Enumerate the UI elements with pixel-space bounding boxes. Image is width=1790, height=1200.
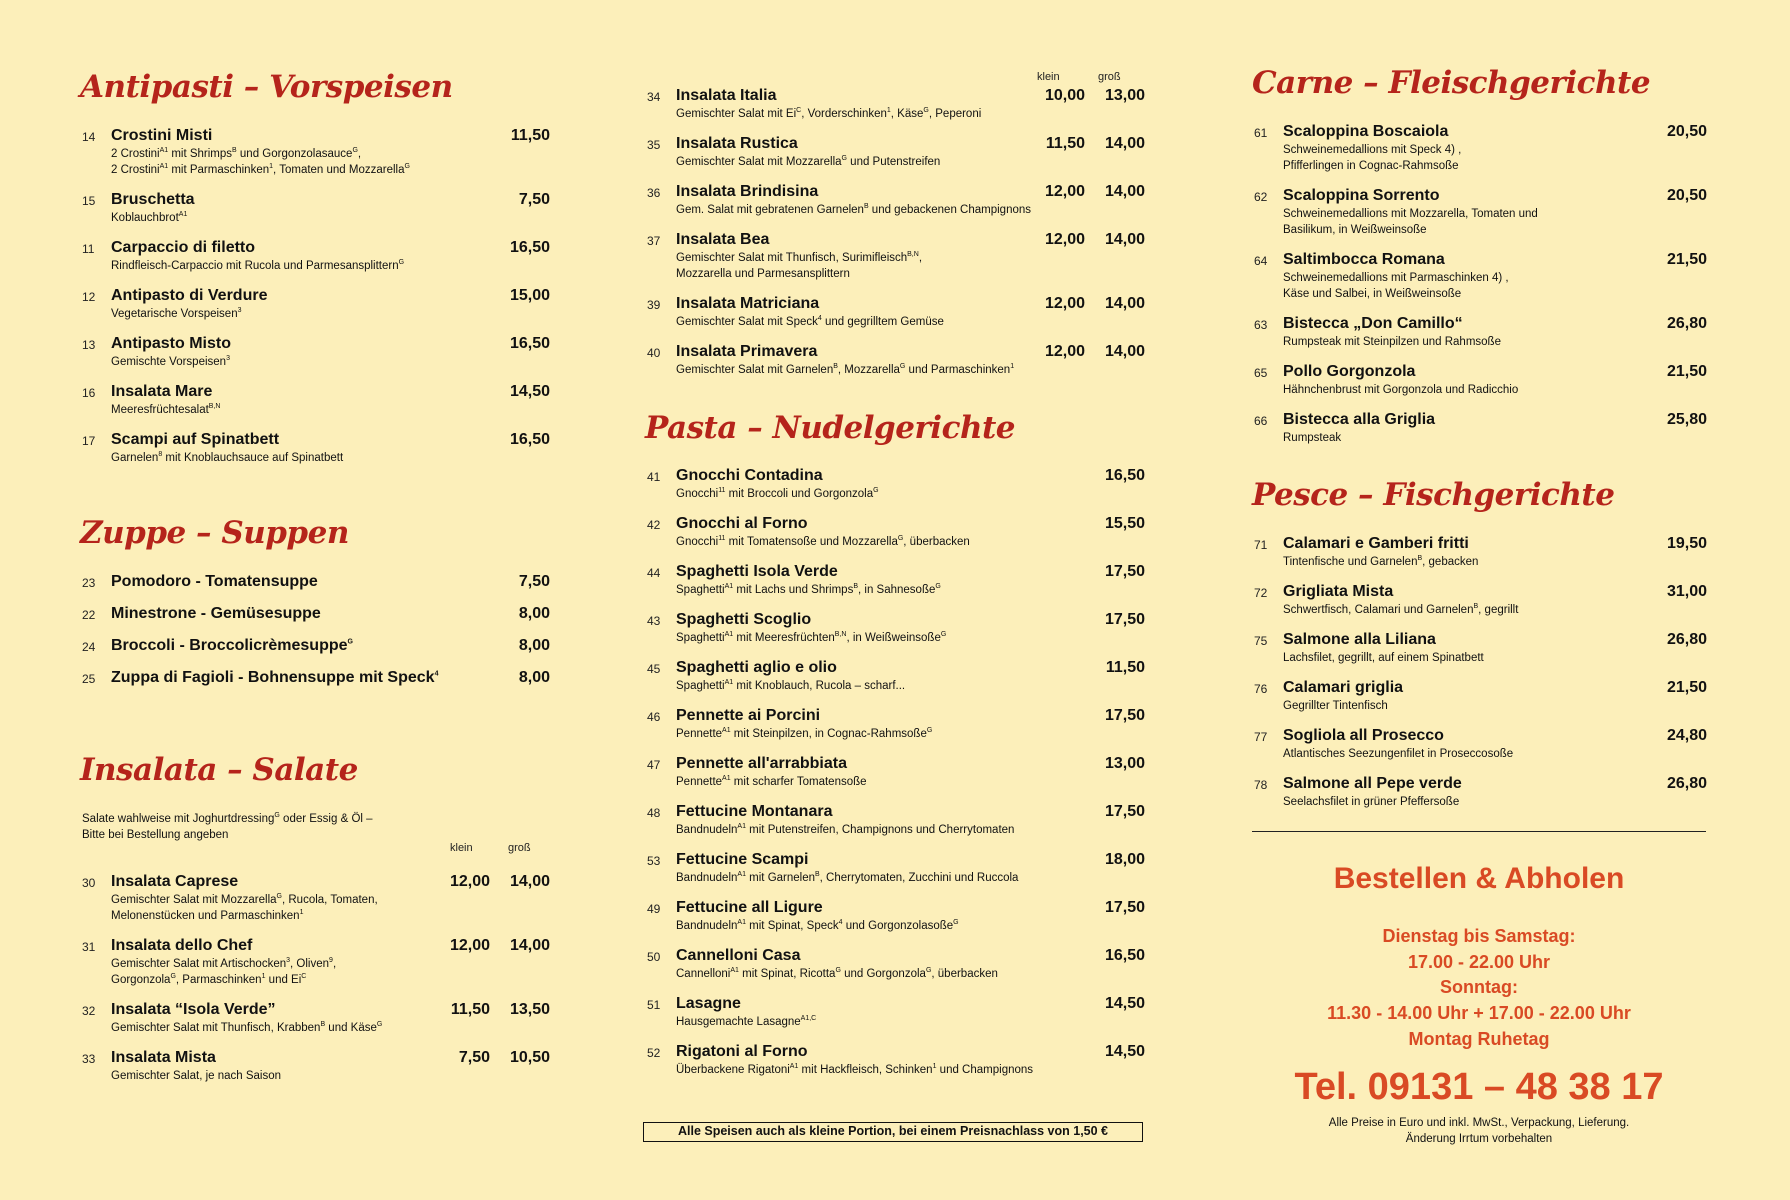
section-title-zuppe: Zuppe – Suppen <box>80 515 349 551</box>
order-title: Bestellen & Abholen <box>1333 862 1625 895</box>
item-description: Gemischter Salat mit Mozzarella$^G$ und Putenstreifen <box>676 155 941 168</box>
item-name: Scaloppina Sorrento <box>1283 187 1440 204</box>
item-name: Insalata Mista <box>111 1049 216 1066</box>
item-name: Salmone all Pepe verde <box>1283 775 1462 792</box>
item-price: 7,50 <box>518 573 550 590</box>
item-description: Koblauchbrot$^{A1}$ <box>111 211 188 224</box>
item-description: Hähnchenbrust mit Gorgonzola und Radicchio <box>1283 384 1519 396</box>
item-number: 65 <box>1254 366 1268 380</box>
item-number: 66 <box>1254 414 1268 428</box>
item-price: 11,50 <box>1105 659 1145 676</box>
item-number: 24 <box>82 640 96 654</box>
item-price-small: 12,00 <box>449 937 490 954</box>
item-name: Spaghetti Isola Verde <box>676 563 838 580</box>
item-number: 35 <box>647 138 661 152</box>
item-number: 78 <box>1254 778 1268 792</box>
section-title-antipasti: Antipasti – Vorspeisen <box>80 69 453 105</box>
item-name: Fettucine Montanara <box>676 803 833 820</box>
item-price: 20,50 <box>1666 187 1707 204</box>
item-description: Gem. Salat mit gebratenen Garnelen$^B$ und gebackenen Champignons <box>676 203 1032 216</box>
item-price: 20,50 <box>1666 123 1707 140</box>
item-number: 47 <box>647 758 661 772</box>
item-price: 21,50 <box>1666 363 1707 380</box>
item-description: Spaghetti$^{A1}$ mit Meeresfrüchten$^{B,N}$, in Weißweinsoße$^G$ <box>676 631 947 644</box>
item-price: 15,50 <box>1104 515 1145 532</box>
item-price-large: 14,00 <box>1104 135 1145 152</box>
item-name: Insalata Mare <box>111 383 213 400</box>
item-name: Gnocchi Contadina <box>676 467 823 484</box>
item-price-small: 11,50 <box>450 1001 490 1018</box>
item-name: Bistecca alla Griglia <box>1283 411 1436 428</box>
item-price-large: 14,00 <box>1104 231 1145 248</box>
item-number: 30 <box>82 876 96 890</box>
item-price: 25,80 <box>1666 411 1707 428</box>
item-number: 64 <box>1254 254 1268 268</box>
item-name: Insalata “Isola Verde” <box>111 1001 276 1018</box>
item-number: 39 <box>647 298 661 312</box>
item-price-small: 12,00 <box>449 873 490 890</box>
item-description: Gemischter Salat, je nach Saison <box>111 1070 282 1082</box>
item-name: Pennette ai Porcini <box>676 707 821 724</box>
item-description: Gemischter Salat mit $Ei^C$, Vorderschinken$^1$, Käse$^G$, Peperoni <box>676 107 982 120</box>
item-name: Bruschetta <box>111 191 195 208</box>
item-price: 16,50 <box>509 335 550 352</box>
item-description: Garnelen$^8$ mit Knoblauchsauce auf Spinatbett <box>111 451 344 464</box>
item-number: 44 <box>647 566 661 580</box>
item-number: 62 <box>1254 190 1268 204</box>
item-number: 34 <box>647 90 661 104</box>
item-number: 13 <box>82 338 96 352</box>
item-number: 42 <box>647 518 661 532</box>
item-price-large: 14,00 <box>1104 295 1145 312</box>
item-name: Cannelloni Casa <box>676 947 801 964</box>
item-description: Rindfleisch-Carpaccio mit Rucola und Parmesansplittern$^G$ <box>111 259 405 272</box>
item-name: Carpaccio di filetto <box>111 239 256 256</box>
item-price-small: 12,00 <box>1044 183 1085 200</box>
section-title-pasta: Pasta – Nudelgerichte <box>645 410 1016 446</box>
section-title-carne: Carne – Fleischgerichte <box>1252 65 1651 101</box>
item-name: Scaloppina Boscaiola <box>1283 123 1449 140</box>
item-description: Atlantisches Seezungenfilet in Proseccosoße <box>1283 748 1514 760</box>
column-header-klein: klein <box>1037 71 1060 83</box>
item-name: Insalata Caprese <box>111 873 239 890</box>
item-description: Bandnudeln$^{A1}$ mit Putenstreifen, Champignons und Cherrytomaten <box>676 823 1015 836</box>
item-number: 45 <box>647 662 661 676</box>
item-price: 17,50 <box>1104 899 1145 916</box>
item-name: Bistecca „Don Camillo“ <box>1283 315 1463 332</box>
item-name: Fettucine Scampi <box>676 851 809 868</box>
item-price: 31,00 <box>1666 583 1707 600</box>
item-description: Pennette$^{A1}$ mit Steinpilzen, in Cognac-Rahmsoße$^G$ <box>676 727 933 740</box>
item-price: 14,50 <box>509 383 550 400</box>
item-description: Spaghetti$^{A1}$ mit Lachs und Shrimps$^B$, in Sahnesoße$^G$ <box>676 583 941 596</box>
item-number: 76 <box>1254 682 1268 696</box>
item-price: 8,00 <box>518 637 550 654</box>
item-price: 17,50 <box>1104 803 1145 820</box>
item-description: Gemischter Salat mit Thunfisch, Surimifleisch$^{B,N}$, Mozzarella und Parmesansplittern <box>676 251 923 280</box>
item-description: Pennette$^{A1}$ mit scharfer Tomatensoße <box>676 775 867 788</box>
item-number: 22 <box>82 608 96 622</box>
item-price: 13,00 <box>1104 755 1145 772</box>
item-name: Pennette all'arrabbiata <box>676 755 847 772</box>
item-number: 51 <box>647 998 661 1012</box>
item-name: Sogliola all Prosecco <box>1283 727 1444 744</box>
item-number: 71 <box>1254 538 1268 552</box>
item-name: Scampi auf Spinatbett <box>111 431 280 448</box>
item-number: 11 <box>82 242 95 256</box>
item-description: Gnocchi$^{11}$ mit Broccoli und Gorgonzola$^G$ <box>676 487 879 500</box>
item-price-small: 12,00 <box>1044 343 1085 360</box>
item-description: Schweinemedallions mit Mozzarella, Tomaten und Basilikum, in Weißweinsoße <box>1283 208 1538 236</box>
item-number: 72 <box>1254 586 1268 600</box>
item-number: 16 <box>82 386 96 400</box>
item-price: 15,00 <box>509 287 550 304</box>
item-name: Fettucine all Ligure <box>676 899 823 916</box>
opening-hours: 17.00 - 22.00 Uhr <box>1407 952 1551 972</box>
item-price: 11,50 <box>510 127 550 144</box>
item-price: 8,00 <box>518 669 550 686</box>
item-description: 2 Crostini$^{A1}$ mit Shrimps$^B$ und Gorgonzolasauce$^G$, 2 Crostini$^{A1}$ mit Parmaschinken$^1$, Tomaten und Mozzarella$^G$ <box>111 147 410 176</box>
item-name: Minestrone - Gemüsesuppe <box>111 605 321 622</box>
item-number: 12 <box>82 290 96 304</box>
item-price: 16,50 <box>509 431 550 448</box>
item-description: Gemischter Salat mit Speck$^4$ und gegrilltem Gemüse <box>676 315 944 328</box>
item-price-large: 14,00 <box>509 873 550 890</box>
item-description: Meeresfrüchtesalat$^{B,N}$ <box>111 403 221 416</box>
item-description: Schweinemedallions mit Speck 4) , Pfifferlingen in Cognac-Rahmsoße <box>1283 144 1462 172</box>
item-number: 43 <box>647 614 661 628</box>
item-price: 17,50 <box>1104 563 1145 580</box>
item-number: 63 <box>1254 318 1268 332</box>
item-number: 50 <box>647 950 661 964</box>
item-number: 48 <box>647 806 661 820</box>
column-header-gross: groß <box>508 842 531 854</box>
item-number: 33 <box>82 1052 96 1066</box>
item-description: Überbackene Rigatoni$^{A1}$ mit Hackfleisch, Schinken$^1$ und Champignons <box>676 1063 1034 1076</box>
item-name: Antipasto di Verdure <box>111 287 268 304</box>
item-number: 46 <box>647 710 661 724</box>
item-description: Schweinemedallions mit Parmaschinken 4) , Käse und Salbei, in Weißweinsoße <box>1283 272 1509 300</box>
item-price-small: 7,50 <box>458 1049 490 1066</box>
item-price: 17,50 <box>1104 707 1145 724</box>
item-name: Insalata Matriciana <box>676 295 820 312</box>
section-title-insalata: Insalata – Salate <box>80 752 358 788</box>
item-name: Insalata Italia <box>676 87 777 104</box>
item-description: Gemischter Salat mit Thunfisch, Krabben$^B$ und Käse$^G$ <box>111 1021 383 1034</box>
item-price: 7,50 <box>518 191 550 208</box>
price-note: Alle Preise in Euro und inkl. MwSt., Verpackung, Lieferung. <box>1328 1117 1630 1129</box>
item-description: Gemischter Salat mit Artischocken$^3$, Oliven$^9$, Gorgonzola$^G$, Parmaschinken$^1$ und $Ei^C$ <box>111 957 337 986</box>
item-number: 41 <box>647 470 661 484</box>
item-price: 26,80 <box>1666 315 1707 332</box>
item-description: Vegetarische Vorspeisen$^3$ <box>111 307 242 320</box>
item-price: 17,50 <box>1104 611 1145 628</box>
item-name: Crostini Misti <box>111 127 213 144</box>
item-name: Insalata Bea <box>676 231 770 248</box>
item-price-small: 12,00 <box>1044 295 1085 312</box>
item-name: Insalata dello Chef <box>111 937 253 954</box>
item-price: 26,80 <box>1666 775 1707 792</box>
item-description: Lachsfilet, gegrillt, auf einem Spinatbett <box>1283 652 1484 664</box>
item-name: Calamari e Gamberi fritti <box>1283 535 1469 552</box>
section-title-pesce: Pesce – Fischgerichte <box>1252 477 1615 513</box>
item-number: 25 <box>82 672 96 686</box>
item-price: 16,50 <box>1104 467 1145 484</box>
item-name: Zuppa di Fagioli - Bohnensuppe mit Speck$^4$ <box>111 669 439 686</box>
item-price-small: 12,00 <box>1044 231 1085 248</box>
item-description: Bandnudeln$^{A1}$ mit Spinat, Speck$^4$ und Gorgonzolasoße$^G$ <box>676 919 959 932</box>
item-name: Insalata Brindisina <box>676 183 819 200</box>
item-price-large: 14,00 <box>1104 183 1145 200</box>
item-name: Spaghetti Scoglio <box>676 611 812 628</box>
item-description: Bandnudeln$^{A1}$ mit Garnelen$^B$, Cherrytomaten, Zucchini und Ruccola <box>676 871 1019 884</box>
item-price-small: 11,50 <box>1045 135 1085 152</box>
item-name: Insalata Rustica <box>676 135 798 152</box>
item-description: Cannelloni$^{A1}$ mit Spinat, Ricotta$^G$ und Gorgonzola$^G$, überbacken <box>676 967 998 980</box>
item-description: Gemischte Vorspeisen$^3$ <box>111 355 230 368</box>
item-price: 26,80 <box>1666 631 1707 648</box>
item-number: 77 <box>1254 730 1268 744</box>
item-number: 31 <box>82 940 96 954</box>
item-name: Calamari griglia <box>1283 679 1404 696</box>
opening-days: Dienstag bis Samstag: <box>1382 926 1576 946</box>
item-description: Gemischter Salat mit Mozzarella$^G$, Rucola, Tomaten, Melonenstücken und Parmaschinken$^1$ <box>111 893 378 922</box>
item-price-large: 13,00 <box>1104 87 1145 104</box>
item-description: Hausgemachte Lasagne$^{A1,C}$ <box>676 1015 817 1028</box>
item-name: Grigliata Mista <box>1283 583 1394 600</box>
item-name: Saltimbocca Romana <box>1283 251 1445 268</box>
item-price: 16,50 <box>509 239 550 256</box>
item-number: 53 <box>647 854 661 868</box>
item-number: 36 <box>647 186 661 200</box>
item-price-small: 10,00 <box>1044 87 1085 104</box>
item-price: 16,50 <box>1104 947 1145 964</box>
item-name: Gnocchi al Forno <box>676 515 808 532</box>
item-name: Pomodoro - Tomatensuppe <box>111 573 318 590</box>
item-number: 75 <box>1254 634 1268 648</box>
item-price: 24,80 <box>1666 727 1707 744</box>
item-price: 19,50 <box>1666 535 1707 552</box>
item-name: Insalata Primavera <box>676 343 818 360</box>
item-name: Antipasto Misto <box>111 335 231 352</box>
item-number: 61 <box>1254 126 1268 140</box>
item-name: Rigatoni al Forno <box>676 1043 808 1060</box>
item-description: Tintenfische und Garnelen$^B$, gebacken <box>1283 555 1479 568</box>
phone-number: Tel. 09131 – 48 38 17 <box>1294 1066 1664 1108</box>
item-number: 37 <box>647 234 661 248</box>
item-number: 23 <box>82 576 96 590</box>
item-number: 40 <box>647 346 661 360</box>
item-price: 8,00 <box>518 605 550 622</box>
item-price: 14,50 <box>1104 995 1145 1012</box>
sunday-label: Sonntag: <box>1440 977 1518 997</box>
item-name: Lasagne <box>676 995 741 1012</box>
column-header-klein: klein <box>450 842 473 854</box>
column-header-gross: groß <box>1098 71 1121 83</box>
item-description: Gnocchi$^{11}$ mit Tomatensoße und Mozzarella$^G$, überbacken <box>676 535 970 548</box>
item-description: Gegrillter Tintenfisch <box>1283 700 1388 712</box>
item-number: 52 <box>647 1046 661 1060</box>
item-name: Pollo Gorgonzola <box>1283 363 1416 380</box>
item-price: 21,50 <box>1666 679 1707 696</box>
item-number: 32 <box>82 1004 96 1018</box>
item-price-large: 13,50 <box>509 1001 550 1018</box>
small-portion-notice: Alle Speisen auch als kleine Portion, bei einem Preisnachlass von 1,50 € <box>643 1122 1143 1142</box>
sunday-hours: 11.30 - 14.00 Uhr + 17.00 - 22.00 Uhr <box>1327 1003 1631 1023</box>
item-description: Gemischter Salat mit Garnelen$^B$, Mozzarella$^G$ und Parmaschinken$^1$ <box>676 363 1015 376</box>
item-name: Broccoli - Broccolicrèmesuppe$^G$ <box>111 637 353 654</box>
item-description: Schwertfisch, Calamari und Garnelen$^B$, gegrillt <box>1283 603 1519 616</box>
disclaimer: Änderung Irrtum vorbehalten <box>1405 1133 1553 1145</box>
divider <box>1252 831 1706 832</box>
item-price-large: 14,00 <box>509 937 550 954</box>
item-description: Rumpsteak <box>1283 432 1342 444</box>
item-name: Salmone alla Liliana <box>1283 631 1436 648</box>
item-price-large: 10,50 <box>509 1049 550 1066</box>
item-number: 49 <box>647 902 661 916</box>
salad-note: Salate wahlweise mit Joghurtdressing$^G$ oder Essig & Öl – Bitte bei Bestellung angeben <box>82 812 373 841</box>
item-description: Seelachsfilet in grüner Pfeffersoße <box>1283 796 1460 808</box>
item-price-large: 14,00 <box>1104 343 1145 360</box>
item-number: 17 <box>82 434 96 448</box>
item-price: 21,50 <box>1666 251 1707 268</box>
item-number: 14 <box>82 130 96 144</box>
item-description: Rumpsteak mit Steinpilzen und Rahmsoße <box>1283 336 1501 348</box>
item-price: 14,50 <box>1104 1043 1145 1060</box>
item-price: 18,00 <box>1104 851 1145 868</box>
item-name: Spaghetti aglio e olio <box>676 659 837 676</box>
item-description: Spaghetti$^{A1}$ mit Knoblauch, Rucola – scharf... <box>676 679 906 692</box>
closed-day: Montag Ruhetag <box>1408 1029 1550 1049</box>
item-number: 15 <box>82 194 96 208</box>
